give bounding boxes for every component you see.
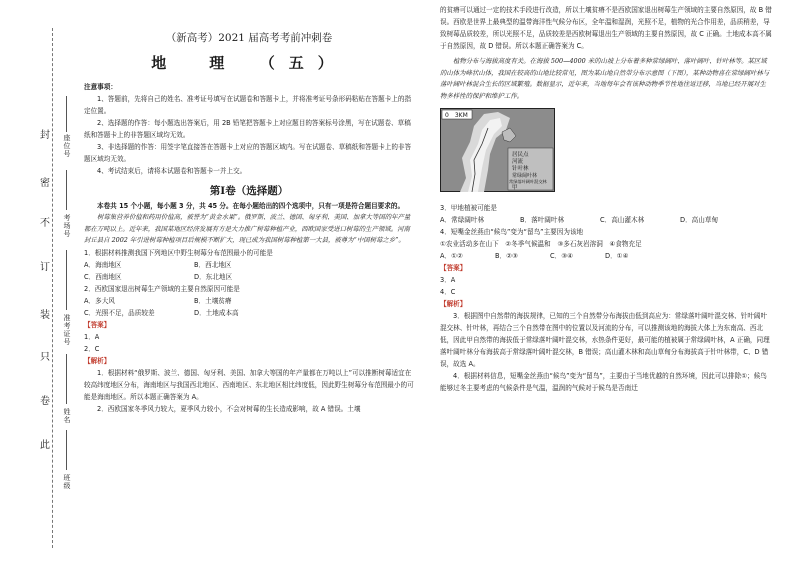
q1-option-a: A．海南地区 — [84, 260, 122, 269]
section-intro: 本卷共 15 个小题，每小题 3 分，共 45 分。在每小题给出的四个选项中，只有一项是符合题目要求的。 — [97, 202, 405, 210]
exam-room-label: 考场号 — [63, 214, 71, 238]
reading-passage-2: 植物分布与海拔高度有关。在海拔 500—4000 米的山坡上分布着多种常绿阔叶、落叶阔叶、针叶林等。某区域的山体为峰状山体，我国在较高的山地比较常见，图为某山地自然带分布示意图（下图），某种动物喜在常绿阔叶林与落叶阔叶林混合生长的区域繁殖。数据显示，近年来，当地每年会有该种动物季节性地往返迁移，当地已经开展对生物多样性的保护和维护工作。 — [440, 57, 770, 100]
q3-option-c: C．高山灌木林 — [600, 216, 645, 224]
analysis-paragraph: 4．根据材料信息，短嘴金丝燕由“候鸟”变为“留鸟”，主要由于当地优越的自然环境，因此可以排除①；候鸟能够过冬主要考虑的气候条件是气温，温润的气候对于候鸟是否南迁 — [440, 372, 767, 392]
analysis-paragraph: 1．根据材料“俄罗斯、波兰、德国、匈牙利、美国、加拿大等国的年产量都在万吨以上”可以推断树莓适宜在较高纬度地区分布，海南地区与我国西北地区、西南地区、东北地区相比纬度低，因此野生树莓分布范围最小的可能是海南地区。所以本题正确答案为 A。 — [84, 368, 414, 401]
q4-options-row — [440, 250, 772, 262]
legend-settlement: 居民点 — [512, 152, 529, 158]
right-column — [440, 4, 772, 394]
q2-option-c: C．光照不足，品质较差 — [84, 308, 155, 317]
question-1: 1．根据材料推测我国下列地区中野生树莓分布范围最小的可能是 — [84, 248, 273, 257]
binding-margin — [0, 0, 80, 562]
q2-option-d: D．土地成本高 — [194, 308, 239, 317]
seal-char: 只 — [40, 352, 50, 363]
seal-char: 卷 — [40, 396, 50, 407]
analysis-paragraph: 3．根据图中自然带的海拔规律，已知的三个自然带分布海拔由低到高应为：常绿落叶阔叶混交林、针叶阔叶混交林、针叶林，再结合三个自然带在图中的位置以及河流的分布，可以推测该地的海拔大体上为东南高、西北低，因此甲自然带的海拔低于常绿落叶阔叶混交林，水热条件更好，最可能的植被属于常绿阔叶林，A 正确，同理落叶阔叶林分布海拔高于常绿落叶阔叶混交林，B 错误；高山灌木林和高山草甸分布海拔高于针叶林带，C、D 错误，故选 A。 — [440, 312, 770, 368]
seal-char: 封 — [40, 130, 50, 141]
cut-line — [52, 28, 53, 548]
answer: 3．A — [440, 276, 456, 284]
answer-label: 【答案】 — [84, 320, 111, 329]
q1-option-c: C．西南地区 — [84, 272, 122, 281]
note-item: 2、选择题的作答：每小题选出答案后，用 2B 铅笔把答题卡上对应题目的答案标号涂黑，写在试题卷、草稿纸和答题卡上的非答题区域均无效。 — [84, 119, 411, 139]
seal-char: 订 — [40, 262, 50, 273]
exam-title: （新高考）2021 届高考考前冲刺卷 — [165, 32, 333, 44]
question-3: 3．甲地植被可能是 — [440, 204, 497, 212]
answer: 4．C — [440, 288, 456, 296]
field-line — [66, 96, 67, 132]
answer: 2．C — [84, 344, 100, 353]
note-item: 1、答题前，先将自己的姓名、准考证号填写在试题卷和答题卡上，并将准考证号条形码粘贴在答题卡上的指定位置。 — [84, 95, 412, 115]
answer: 1．A — [84, 332, 100, 341]
q3-option-d: D．高山草甸 — [680, 216, 719, 224]
seal-char: 不 — [40, 218, 50, 229]
answer-label: 【答案】 — [440, 264, 467, 272]
note-item: 4、考试结束后，请将本试题卷和答题卡一并上交。 — [97, 167, 247, 175]
q1-option-b: B．西北地区 — [194, 260, 232, 269]
legend-conifer: 针叶林 — [512, 166, 529, 172]
question-2: 2．西欧国家退出树莓生产领域的主要自然原因可能是 — [84, 284, 240, 293]
q2-options-row — [84, 295, 414, 307]
q3-option-b: B．落叶阔叶林 — [520, 216, 565, 224]
legend-jia: 甲 — [512, 185, 518, 191]
reading-passage: 树莓集营养价值和药用价值高，被誉为“黄金水果”。俄罗斯、波兰、德国、匈牙利、美国、加拿大等国的年产量都在万吨以上。近年来，我国某地区经济发展有方是大力推广树莓种植产业，西欧国家受进口树莓的生产领域。河南封丘县自 2002 年引进树莓种植项目后规模不断扩大，现已成为我国树莓种植第一大县，被尊为“中国树莓之乡”。 — [84, 213, 411, 244]
ticket-number-label: 准考证号 — [63, 314, 71, 346]
name-label: 姓名 — [63, 408, 71, 424]
notes-heading: 注意事项： — [84, 83, 117, 91]
note-item: 3、非选择题的作答：用签字笔直接答在答题卡上对应的答题区域内。写在试题卷、草稿纸和答题卡上的非答题区域均无效。 — [84, 143, 412, 163]
q3-option-a: A．常绿阔叶林 — [440, 216, 485, 224]
q4-option-d: D．①④ — [605, 252, 629, 260]
left-column — [84, 30, 414, 415]
analysis-continued: 的贫瘠可以通过一定的技术手段进行改造，所以土壤贫瘠不是西欧国家退出树莓生产领域的主要自然原因，故 B 错误。西欧是世界上最典型的温带海洋性气候分布区，全年温和湿润，光照不足，植物的光合作用差，品质稍差，导致树莓品质较差，所以光照不足，品质较差是西欧树莓退出生产领域的主要自然原因，故 C 正确。土地成本高不属于自然原因，故 D 错误。所以本题正确答案为 C。 — [440, 6, 772, 50]
legend-river: 河流 — [512, 159, 524, 165]
map-scale: 0 3KM — [445, 112, 468, 119]
q1-options-row — [84, 259, 414, 271]
mountain-vegetation-map — [440, 108, 555, 192]
analysis-paragraph: 2．西欧国家冬季风力较大，夏季风力较小，不会对树莓的生长造成影响，故 A 错误。土壤 — [97, 404, 361, 413]
analysis-label: 【解析】 — [84, 356, 111, 365]
q4-statements: ①农业活动多在山下 ②冬季气候温和 ③多石灰岩溶洞 ④食物充足 — [440, 240, 642, 248]
seal-char: 密 — [40, 178, 50, 189]
field-line — [66, 170, 67, 210]
analysis-label: 【解析】 — [440, 300, 467, 308]
field-line — [66, 250, 67, 310]
q4-option-a: A．①② — [440, 252, 463, 260]
question-4: 4．短嘴金丝燕由“候鸟”变为“留鸟”主要因为该地 — [440, 228, 584, 236]
q1-option-d: D．东北地区 — [194, 272, 233, 281]
q3-options-row — [440, 214, 772, 226]
class-label: 班级 — [63, 474, 71, 490]
legend-evergreen: 常绿阔叶林 — [512, 173, 538, 179]
seal-char: 装 — [40, 310, 50, 321]
seat-number-label: 座位号 — [63, 134, 71, 158]
seal-char: 此 — [40, 440, 50, 451]
q2-options-row — [84, 307, 414, 319]
q2-option-b: B．土壤贫瘠 — [194, 296, 232, 305]
field-line — [66, 354, 67, 404]
q1-options-row — [84, 271, 414, 283]
q2-option-a: A．多大风 — [84, 296, 115, 305]
legend-mixed: 常绿落叶阔叶混交林 — [509, 179, 547, 184]
q4-option-b: B．②③ — [495, 252, 518, 260]
subject-title: 地 理 （五） — [151, 54, 347, 72]
field-line — [66, 430, 67, 470]
q4-option-c: C．③④ — [550, 252, 574, 260]
section-title: 第Ⅰ卷（选择题） — [209, 185, 289, 197]
